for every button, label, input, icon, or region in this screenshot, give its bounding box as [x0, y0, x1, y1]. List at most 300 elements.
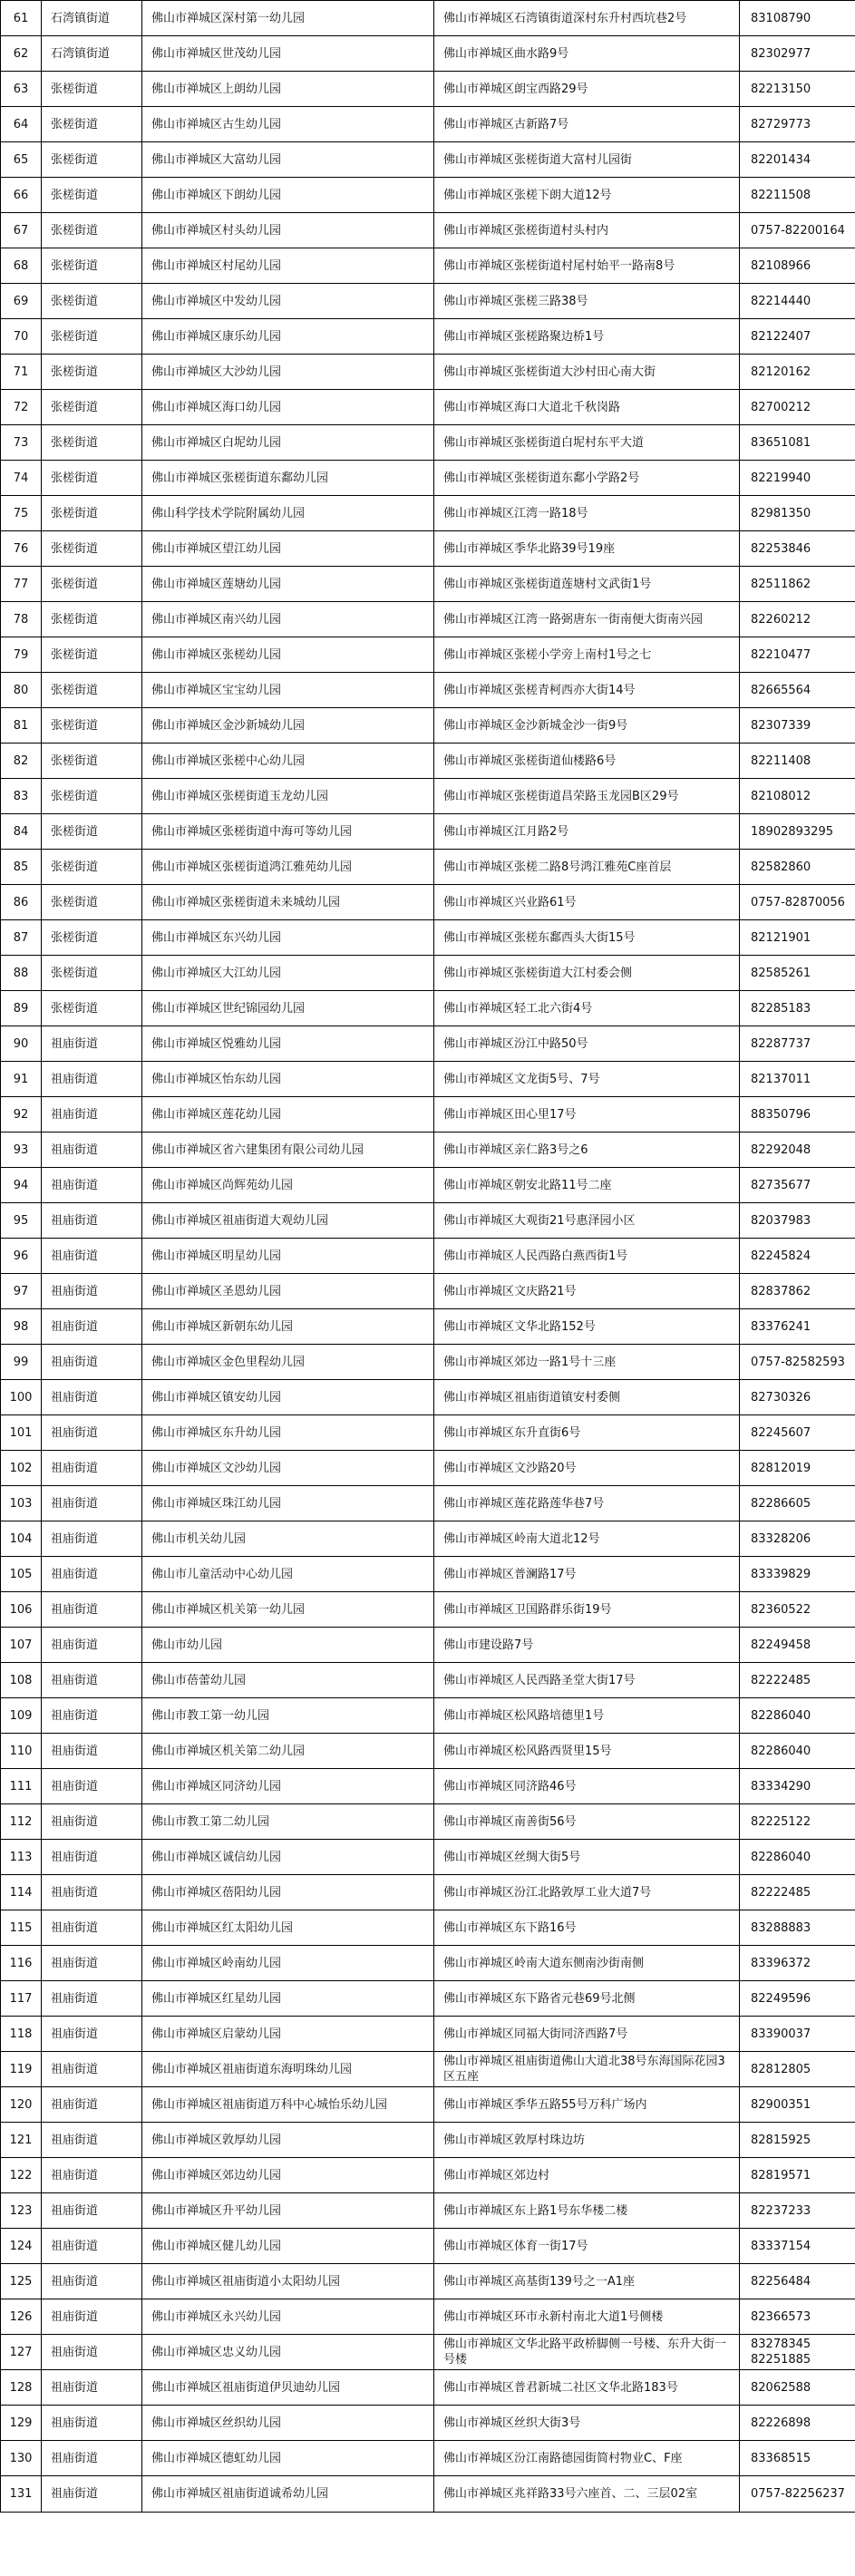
table-row — [1, 779, 855, 814]
phone-cell: 82256484 — [740, 2264, 855, 2299]
table-row — [1, 2476, 855, 2513]
row-number-cell: 66 — [1, 178, 42, 213]
row-number-cell: 75 — [1, 496, 42, 531]
row-number-cell: 130 — [1, 2441, 42, 2476]
table-row — [1, 107, 855, 142]
street-cell: 张槎街道 — [42, 284, 142, 319]
table-row — [1, 1628, 855, 1663]
street-cell: 张槎街道 — [42, 567, 142, 602]
address-cell: 佛山市禅城区张槎街道村头村内 — [434, 213, 740, 248]
phone-cell: 83108790 — [740, 1, 855, 36]
street-cell: 张槎街道 — [42, 779, 142, 814]
row-number-cell: 108 — [1, 1663, 42, 1698]
address-cell: 佛山市禅城区张槎小学旁上南村1号之七 — [434, 637, 740, 673]
kindergarten-name-cell: 佛山市禅城区金沙新城幼儿园 — [142, 708, 434, 744]
table-row — [1, 1875, 855, 1910]
phone-cell: 82700212 — [740, 390, 855, 425]
kindergarten-name-cell: 佛山市禅城区张槎街道中海可等幼儿园 — [142, 814, 434, 850]
phone-cell: 82222485 — [740, 1875, 855, 1910]
address-cell: 佛山市禅城区汾江中路50号 — [434, 1026, 740, 1062]
street-cell: 张槎街道 — [42, 956, 142, 991]
table-row — [1, 1451, 855, 1486]
street-cell: 祖庙街道 — [42, 2052, 142, 2087]
street-cell: 张槎街道 — [42, 637, 142, 673]
kindergarten-name-cell: 佛山市禅城区祖庙街道小太阳幼儿园 — [142, 2264, 434, 2299]
address-cell: 佛山市禅城区海口大道北千秋岗路 — [434, 390, 740, 425]
table-row — [1, 1804, 855, 1840]
kindergarten-name-cell: 佛山市禅城区珠江幼儿园 — [142, 1486, 434, 1521]
address-cell: 佛山市禅城区丝绸大街5号 — [434, 1840, 740, 1875]
row-number-cell: 113 — [1, 1840, 42, 1875]
table-row — [1, 2441, 855, 2476]
address-cell: 佛山市禅城区祖庙街道镇安村委侧 — [434, 1380, 740, 1415]
address-cell: 佛山市禅城区文华北路152号 — [434, 1309, 740, 1345]
kindergarten-name-cell: 佛山市禅城区古生幼儿园 — [142, 107, 434, 142]
kindergarten-name-cell: 佛山市禅城区镇安幼儿园 — [142, 1380, 434, 1415]
row-number-cell: 129 — [1, 2406, 42, 2441]
row-number-cell: 126 — [1, 2299, 42, 2335]
row-number-cell: 84 — [1, 814, 42, 850]
street-cell: 祖庙街道 — [42, 1840, 142, 1875]
kindergarten-name-cell: 佛山科学技术学院附属幼儿园 — [142, 496, 434, 531]
kindergarten-name-cell: 佛山市禅城区海口幼儿园 — [142, 390, 434, 425]
phone-cell: 82815925 — [740, 2123, 855, 2158]
address-cell: 佛山市禅城区人民西路白燕西街1号 — [434, 1239, 740, 1274]
street-cell: 张槎街道 — [42, 461, 142, 496]
kindergarten-name-cell: 佛山市禅城区机关第一幼儿园 — [142, 1592, 434, 1628]
row-number-cell: 112 — [1, 1804, 42, 1840]
address-cell: 佛山市禅城区松风路西贤里15号 — [434, 1734, 740, 1769]
address-cell: 佛山市禅城区郊边村 — [434, 2158, 740, 2193]
address-cell: 佛山市禅城区张槎街道大富村儿园街 — [434, 142, 740, 178]
address-cell: 佛山市禅城区兴业路61号 — [434, 885, 740, 920]
street-cell: 祖庙街道 — [42, 1309, 142, 1345]
row-number-cell: 109 — [1, 1698, 42, 1734]
street-cell: 张槎街道 — [42, 319, 142, 355]
row-number-cell: 96 — [1, 1239, 42, 1274]
address-cell: 佛山市禅城区轻工北六街4号 — [434, 991, 740, 1026]
address-cell: 佛山市禅城区大观街21号惠泽园小区 — [434, 1203, 740, 1239]
kindergarten-name-cell: 佛山市禅城区新朝东幼儿园 — [142, 1309, 434, 1345]
phone-cell: 83390037 — [740, 2017, 855, 2052]
table-row — [1, 1663, 855, 1698]
phone-cell: 82211408 — [740, 744, 855, 779]
kindergarten-name-cell: 佛山市禅城区明星幼儿园 — [142, 1239, 434, 1274]
street-cell: 祖庙街道 — [42, 2158, 142, 2193]
kindergarten-name-cell: 佛山市禅城区祖庙街道大观幼儿园 — [142, 1203, 434, 1239]
street-cell: 祖庙街道 — [42, 2123, 142, 2158]
phone-cell: 82214440 — [740, 284, 855, 319]
phone-cell: 83278345 82251885 — [740, 2335, 855, 2370]
table-row — [1, 637, 855, 673]
kindergarten-name-cell: 佛山市禅城区张槎幼儿园 — [142, 637, 434, 673]
row-number-cell: 125 — [1, 2264, 42, 2299]
table-row — [1, 2299, 855, 2335]
street-cell: 祖庙街道 — [42, 1734, 142, 1769]
row-number-cell: 101 — [1, 1415, 42, 1451]
row-number-cell: 118 — [1, 2017, 42, 2052]
address-cell: 佛山市禅城区张槎三路38号 — [434, 284, 740, 319]
phone-cell: 82286040 — [740, 1734, 855, 1769]
kindergarten-name-cell: 佛山市禅城区郊边幼儿园 — [142, 2158, 434, 2193]
address-cell: 佛山市禅城区东下路省元巷69号北侧 — [434, 1981, 740, 2017]
street-cell: 祖庙街道 — [42, 2441, 142, 2476]
table-row — [1, 36, 855, 72]
address-cell: 佛山市禅城区汾江北路敦厚工业大道7号 — [434, 1875, 740, 1910]
kindergarten-name-cell: 佛山市禅城区红星幼儿园 — [142, 1981, 434, 2017]
table-row — [1, 885, 855, 920]
street-cell: 张槎街道 — [42, 708, 142, 744]
street-cell: 张槎街道 — [42, 178, 142, 213]
street-cell: 张槎街道 — [42, 107, 142, 142]
row-number-cell: 77 — [1, 567, 42, 602]
table-row — [1, 1840, 855, 1875]
phone-cell: 82210477 — [740, 637, 855, 673]
address-cell: 佛山市禅城区同济路46号 — [434, 1769, 740, 1804]
street-cell: 张槎街道 — [42, 602, 142, 637]
row-number-cell: 89 — [1, 991, 42, 1026]
phone-cell: 83328206 — [740, 1521, 855, 1557]
phone-cell: 82201434 — [740, 142, 855, 178]
phone-cell: 83651081 — [740, 425, 855, 461]
kindergarten-name-cell: 佛山市禅城区宝宝幼儿园 — [142, 673, 434, 708]
address-cell: 佛山市禅城区祖庙街道佛山大道北38号东海国际花园3区五座 — [434, 2052, 740, 2087]
address-cell: 佛山市禅城区江月路2号 — [434, 814, 740, 850]
kindergarten-name-cell: 佛山市机关幼儿园 — [142, 1521, 434, 1557]
address-cell: 佛山市禅城区江湾一路18号 — [434, 496, 740, 531]
table-row — [1, 1557, 855, 1592]
kindergarten-name-cell: 佛山市禅城区张槎街道玉龙幼儿园 — [142, 779, 434, 814]
kindergarten-name-cell: 佛山市禅城区敦厚幼儿园 — [142, 2123, 434, 2158]
phone-cell: 82037983 — [740, 1203, 855, 1239]
street-cell: 祖庙街道 — [42, 1946, 142, 1981]
street-cell: 祖庙街道 — [42, 2299, 142, 2335]
street-cell: 张槎街道 — [42, 814, 142, 850]
address-cell: 佛山市禅城区文沙路20号 — [434, 1451, 740, 1486]
phone-cell: 82292048 — [740, 1132, 855, 1168]
table-row — [1, 1274, 855, 1309]
street-cell: 张槎街道 — [42, 885, 142, 920]
row-number-cell: 86 — [1, 885, 42, 920]
address-cell: 佛山市禅城区丝织大街3号 — [434, 2406, 740, 2441]
street-cell: 张槎街道 — [42, 920, 142, 956]
kindergarten-name-cell: 佛山市教工第二幼儿园 — [142, 1804, 434, 1840]
phone-cell: 82837862 — [740, 1274, 855, 1309]
kindergarten-name-cell: 佛山市禅城区机关第二幼儿园 — [142, 1734, 434, 1769]
row-number-cell: 93 — [1, 1132, 42, 1168]
street-cell: 祖庙街道 — [42, 2370, 142, 2406]
address-cell: 佛山市禅城区江湾一路弼唐东一街南便大街南兴园 — [434, 602, 740, 637]
kindergarten-name-cell: 佛山市禅城区健儿幼儿园 — [142, 2229, 434, 2264]
kindergarten-name-cell: 佛山市儿童活动中心幼儿园 — [142, 1557, 434, 1592]
kindergarten-name-cell: 佛山市禅城区莲花幼儿园 — [142, 1097, 434, 1132]
address-cell: 佛山市禅城区同福大街同济西路7号 — [434, 2017, 740, 2052]
kindergarten-name-cell: 佛山市禅城区上朗幼儿园 — [142, 72, 434, 107]
table-row — [1, 2017, 855, 2052]
kindergarten-name-cell: 佛山市禅城区白坭幼儿园 — [142, 425, 434, 461]
kindergarten-name-cell: 佛山市禅城区红太阳幼儿园 — [142, 1910, 434, 1946]
street-cell: 祖庙街道 — [42, 1804, 142, 1840]
row-number-cell: 95 — [1, 1203, 42, 1239]
address-cell: 佛山市禅城区张槎青柯西亦大街14号 — [434, 673, 740, 708]
kindergarten-name-cell: 佛山市禅城区张槎街道东鄱幼儿园 — [142, 461, 434, 496]
address-cell: 佛山市禅城区高基街139号之一A1座 — [434, 2264, 740, 2299]
table-row — [1, 1946, 855, 1981]
row-number-cell: 97 — [1, 1274, 42, 1309]
table-row — [1, 72, 855, 107]
phone-cell: 82222485 — [740, 1663, 855, 1698]
street-cell: 祖庙街道 — [42, 1203, 142, 1239]
address-cell: 佛山市禅城区石湾镇街道深村东升村西坑巷2号 — [434, 1, 740, 36]
phone-cell: 82225122 — [740, 1804, 855, 1840]
kindergarten-name-cell: 佛山市禅城区永兴幼儿园 — [142, 2299, 434, 2335]
kindergarten-name-cell: 佛山市禅城区启蒙幼儿园 — [142, 2017, 434, 2052]
table-row — [1, 1, 855, 36]
row-number-cell: 119 — [1, 2052, 42, 2087]
phone-cell: 82120162 — [740, 355, 855, 390]
kindergarten-name-cell: 佛山市禅城区张槎街道未来城幼儿园 — [142, 885, 434, 920]
table-row — [1, 2193, 855, 2229]
phone-cell: 82735677 — [740, 1168, 855, 1203]
table-row — [1, 284, 855, 319]
phone-cell: 82286040 — [740, 1698, 855, 1734]
row-number-cell: 74 — [1, 461, 42, 496]
phone-cell: 82585261 — [740, 956, 855, 991]
phone-cell: 82582860 — [740, 850, 855, 885]
table-row — [1, 1415, 855, 1451]
table-row — [1, 531, 855, 567]
row-number-cell: 116 — [1, 1946, 42, 1981]
row-number-cell: 72 — [1, 390, 42, 425]
street-cell: 祖庙街道 — [42, 1698, 142, 1734]
kindergarten-name-cell: 佛山市禅城区省六建集团有限公司幼儿园 — [142, 1132, 434, 1168]
table-row — [1, 319, 855, 355]
table-row — [1, 567, 855, 602]
phone-cell: 82900351 — [740, 2087, 855, 2123]
street-cell: 张槎街道 — [42, 673, 142, 708]
phone-cell: 0757-82256237 — [740, 2476, 855, 2513]
kindergarten-name-cell: 佛山市禅城区祖庙街道伊贝迪幼儿园 — [142, 2370, 434, 2406]
street-cell: 张槎街道 — [42, 213, 142, 248]
table-row — [1, 2335, 855, 2370]
address-cell: 佛山市禅城区兆祥路33号六座首、二、三层02室 — [434, 2476, 740, 2513]
phone-cell: 83368515 — [740, 2441, 855, 2476]
address-cell: 佛山市禅城区岭南大道东侧南沙街南侧 — [434, 1946, 740, 1981]
table-row — [1, 1486, 855, 1521]
phone-cell: 82730326 — [740, 1380, 855, 1415]
table-row — [1, 2406, 855, 2441]
row-number-cell: 110 — [1, 1734, 42, 1769]
phone-cell: 83288883 — [740, 1910, 855, 1946]
row-number-cell: 62 — [1, 36, 42, 72]
table-row — [1, 390, 855, 425]
kindergarten-name-cell: 佛山市幼儿园 — [142, 1628, 434, 1663]
kindergarten-name-cell: 佛山市禅城区中发幼儿园 — [142, 284, 434, 319]
table-row — [1, 1910, 855, 1946]
table-row — [1, 2123, 855, 2158]
address-cell: 佛山市禅城区东上路1号东华楼二楼 — [434, 2193, 740, 2229]
phone-cell: 82108012 — [740, 779, 855, 814]
table-row — [1, 1592, 855, 1628]
table-row — [1, 1168, 855, 1203]
table-row — [1, 1380, 855, 1415]
row-number-cell: 102 — [1, 1451, 42, 1486]
table-row — [1, 2370, 855, 2406]
street-cell: 祖庙街道 — [42, 1521, 142, 1557]
street-cell: 张槎街道 — [42, 425, 142, 461]
street-cell: 祖庙街道 — [42, 2017, 142, 2052]
address-cell: 佛山市禅城区张槎下朗大道12号 — [434, 178, 740, 213]
kindergarten-name-cell: 佛山市禅城区大江幼儿园 — [142, 956, 434, 991]
kindergarten-name-cell: 佛山市禅城区诚信幼儿园 — [142, 1840, 434, 1875]
kindergarten-name-cell: 佛山市禅城区深村第一幼儿园 — [142, 1, 434, 36]
table-row — [1, 355, 855, 390]
street-cell: 祖庙街道 — [42, 2193, 142, 2229]
row-number-cell: 63 — [1, 72, 42, 107]
phone-cell: 82287737 — [740, 1026, 855, 1062]
row-number-cell: 111 — [1, 1769, 42, 1804]
street-cell: 祖庙街道 — [42, 1415, 142, 1451]
phone-cell: 82245607 — [740, 1415, 855, 1451]
table-row — [1, 213, 855, 248]
row-number-cell: 64 — [1, 107, 42, 142]
street-cell: 祖庙街道 — [42, 1592, 142, 1628]
phone-cell: 82286605 — [740, 1486, 855, 1521]
street-cell: 祖庙街道 — [42, 1062, 142, 1097]
row-number-cell: 128 — [1, 2370, 42, 2406]
phone-cell: 82121901 — [740, 920, 855, 956]
kindergarten-name-cell: 佛山市禅城区莲塘幼儿园 — [142, 567, 434, 602]
phone-cell: 82511862 — [740, 567, 855, 602]
row-number-cell: 99 — [1, 1345, 42, 1380]
row-number-cell: 124 — [1, 2229, 42, 2264]
row-number-cell: 114 — [1, 1875, 42, 1910]
address-cell: 佛山市禅城区张槎东鄱西头大街15号 — [434, 920, 740, 956]
kindergarten-name-cell: 佛山市禅城区尚辉苑幼儿园 — [142, 1168, 434, 1203]
phone-cell: 82062588 — [740, 2370, 855, 2406]
table-row — [1, 2158, 855, 2193]
phone-cell: 0757-82582593 — [740, 1345, 855, 1380]
phone-cell: 82219940 — [740, 461, 855, 496]
row-number-cell: 82 — [1, 744, 42, 779]
table-row — [1, 1203, 855, 1239]
street-cell: 祖庙街道 — [42, 1380, 142, 1415]
address-cell: 佛山市禅城区曲水路9号 — [434, 36, 740, 72]
table-row — [1, 1309, 855, 1345]
table-row — [1, 1132, 855, 1168]
street-cell: 张槎街道 — [42, 531, 142, 567]
phone-cell: 82286040 — [740, 1840, 855, 1875]
kindergarten-name-cell: 佛山市禅城区蓓阳幼儿园 — [142, 1875, 434, 1910]
address-cell: 佛山市禅城区岭南大道北12号 — [434, 1521, 740, 1557]
address-cell: 佛山市禅城区郊边一路1号十三座 — [434, 1345, 740, 1380]
address-cell: 佛山市禅城区莲花路莲华巷7号 — [434, 1486, 740, 1521]
phone-cell: 88350796 — [740, 1097, 855, 1132]
address-cell: 佛山市禅城区张槎街道村尾村始平一路南8号 — [434, 248, 740, 284]
street-cell: 祖庙街道 — [42, 1132, 142, 1168]
row-number-cell: 70 — [1, 319, 42, 355]
row-number-cell: 83 — [1, 779, 42, 814]
row-number-cell: 100 — [1, 1380, 42, 1415]
address-cell: 佛山市禅城区文龙街5号、7号 — [434, 1062, 740, 1097]
row-number-cell: 85 — [1, 850, 42, 885]
table-row — [1, 1521, 855, 1557]
row-number-cell: 92 — [1, 1097, 42, 1132]
table-body — [1, 1, 855, 2513]
address-cell: 佛山市禅城区张槎街道大沙村田心南大街 — [434, 355, 740, 390]
address-cell: 佛山市建设路7号 — [434, 1628, 740, 1663]
address-cell: 佛山市禅城区张槎街道东鄱小学路2号 — [434, 461, 740, 496]
kindergarten-name-cell: 佛山市禅城区德虹幼儿园 — [142, 2441, 434, 2476]
phone-cell: 82108966 — [740, 248, 855, 284]
table-row — [1, 744, 855, 779]
street-cell: 祖庙街道 — [42, 1981, 142, 2017]
row-number-cell: 61 — [1, 1, 42, 36]
kindergarten-name-cell: 佛山市禅城区岭南幼儿园 — [142, 1946, 434, 1981]
kindergarten-name-cell: 佛山市禅城区祖庙街道万科中心城怡乐幼儿园 — [142, 2087, 434, 2123]
phone-cell: 82237233 — [740, 2193, 855, 2229]
street-cell: 祖庙街道 — [42, 2335, 142, 2370]
kindergarten-name-cell: 佛山市禅城区张槎街道鸿江雅苑幼儿园 — [142, 850, 434, 885]
kindergarten-name-cell: 佛山市禅城区东兴幼儿园 — [142, 920, 434, 956]
table-row — [1, 1734, 855, 1769]
row-number-cell: 106 — [1, 1592, 42, 1628]
table-row — [1, 2264, 855, 2299]
table-row — [1, 2229, 855, 2264]
street-cell: 张槎街道 — [42, 744, 142, 779]
kindergarten-name-cell: 佛山市禅城区康乐幼儿园 — [142, 319, 434, 355]
phone-cell: 82249458 — [740, 1628, 855, 1663]
table-row — [1, 1239, 855, 1274]
address-cell: 佛山市禅城区朗宝西路29号 — [434, 72, 740, 107]
row-number-cell: 117 — [1, 1981, 42, 2017]
kindergarten-name-cell: 佛山市禅城区丝织幼儿园 — [142, 2406, 434, 2441]
table-row — [1, 708, 855, 744]
street-cell: 祖庙街道 — [42, 2229, 142, 2264]
street-cell: 张槎街道 — [42, 850, 142, 885]
table-row — [1, 461, 855, 496]
row-number-cell: 67 — [1, 213, 42, 248]
table-row — [1, 2052, 855, 2087]
phone-cell: 82981350 — [740, 496, 855, 531]
address-cell: 佛山市禅城区普澜路17号 — [434, 1557, 740, 1592]
table-row — [1, 2087, 855, 2123]
address-cell: 佛山市禅城区古新路7号 — [434, 107, 740, 142]
street-cell: 祖庙街道 — [42, 1097, 142, 1132]
row-number-cell: 80 — [1, 673, 42, 708]
address-cell: 佛山市禅城区普君新城二社区文华北路183号 — [434, 2370, 740, 2406]
kindergarten-name-cell: 佛山市禅城区张槎中心幼儿园 — [142, 744, 434, 779]
table-row — [1, 425, 855, 461]
phone-cell: 82285183 — [740, 991, 855, 1026]
row-number-cell: 79 — [1, 637, 42, 673]
kindergarten-name-cell: 佛山市禅城区村尾幼儿园 — [142, 248, 434, 284]
phone-cell: 82226898 — [740, 2406, 855, 2441]
address-cell: 佛山市禅城区汾江南路德园街简村物业C、F座 — [434, 2441, 740, 2476]
kindergarten-name-cell: 佛山市禅城区村头幼儿园 — [142, 213, 434, 248]
address-cell: 佛山市禅城区张槎街道大江村委会侧 — [434, 956, 740, 991]
street-cell: 张槎街道 — [42, 496, 142, 531]
address-cell: 佛山市禅城区张槎路聚边桥1号 — [434, 319, 740, 355]
kindergarten-name-cell: 佛山市禅城区悦雅幼儿园 — [142, 1026, 434, 1062]
address-cell: 佛山市禅城区金沙新城金沙一街9号 — [434, 708, 740, 744]
address-cell: 佛山市禅城区人民西路圣堂大街17号 — [434, 1663, 740, 1698]
address-cell: 佛山市禅城区张槎街道白坭村东平大道 — [434, 425, 740, 461]
street-cell: 祖庙街道 — [42, 1274, 142, 1309]
street-cell: 张槎街道 — [42, 72, 142, 107]
kindergarten-name-cell: 佛山市禅城区同济幼儿园 — [142, 1769, 434, 1804]
street-cell: 张槎街道 — [42, 142, 142, 178]
